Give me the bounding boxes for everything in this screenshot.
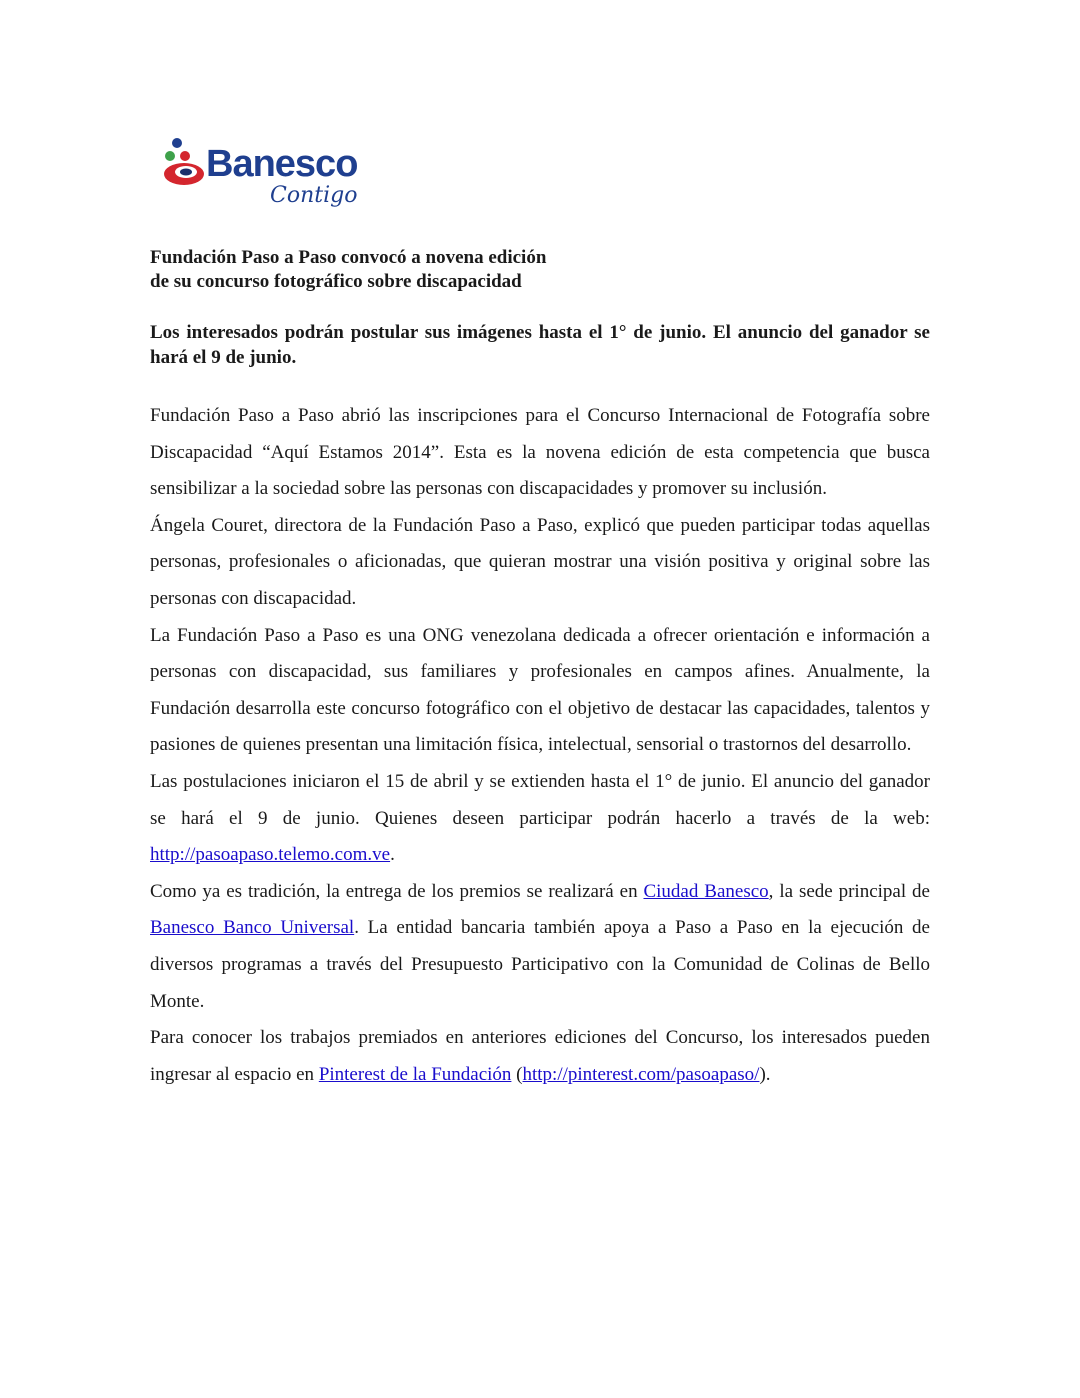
pinterest-fundacion-link[interactable]: Pinterest de la Fundación — [318, 1063, 512, 1085]
paragraph-1: Fundación Paso a Paso abrió las inscripciones para el Concurso Internacional de Fotografía sobre Discapacidad “Aquí Estamos 2014”. Esta es la novena edición de esta competencia que busca sensibilizar a la sociedad sobre las personas con discapacidades y promover su inclusión. — [150, 405, 930, 500]
headline — [150, 246, 930, 294]
subheadline: Los interesados podrán postular sus imágenes hasta el 1° de junio. El anuncio del ganador se hará el 9 de junio. — [150, 322, 930, 368]
paragraph-4-end: . — [390, 844, 395, 866]
paragraph-5-text-1: Como ya es tradición, la entrega de los premios se realizará en — [150, 880, 644, 902]
paragraph-6-text-2: ( — [511, 1063, 523, 1085]
paragraph-4 — [150, 764, 930, 874]
headline-line-1: Fundación Paso a Paso convocó a novena edición — [150, 247, 547, 268]
banesco-banco-universal-link[interactable]: Banesco Banco Universal — [150, 917, 355, 939]
ciudad-banesco-link[interactable]: Ciudad Banesco — [643, 880, 769, 902]
paragraph-4-text: Las postulaciones iniciaron el 15 de abril y se extienden hasta el 1° de junio. El anuncio del ganador se hará el 9 de junio. Quienes deseen participar podrán hacerlo a través de la web: — [150, 770, 930, 829]
svg-text:Contigo: Contigo — [270, 183, 358, 208]
paragraph-3: La Fundación Paso a Paso es una ONG venezolana dedicada a ofrecer orientación e información a personas con discapacidad, sus familiares y profesionales en campos afines. Anualmente, la Fundación desarrolla este concurso fotográfico con el objetivo de destacar las capacidades, talentos y pasiones de quienes presentan una limitación física, intelectual, sensorial o trastornos del desarrollo. — [150, 624, 930, 756]
article-body — [150, 398, 930, 1093]
paragraph-2: Ángela Couret, directora de la Fundación Paso a Paso, explicó que pueden participar todas aquellas personas, profesionales o aficionadas, que quieran mostrar una visión positiva y original sobre las personas con discapacidad. — [150, 514, 930, 609]
paragraph-5-text-2: , la sede principal de — [768, 880, 930, 902]
paragraph-6 — [150, 1020, 930, 1093]
banesco-logo — [162, 132, 392, 220]
headline-line-2: de su concurso fotográfico sobre discapacidad — [150, 271, 522, 292]
pinterest-url-link[interactable]: http://pinterest.com/pasoapaso/ — [522, 1063, 760, 1085]
paragraph-6-text-3: ). — [759, 1063, 771, 1085]
svg-text:Banesco: Banesco — [206, 143, 358, 185]
paragraph-5 — [150, 874, 930, 1020]
paragraph-5-text-3: . La entidad bancaria también apoya a Paso a Paso en la ejecución de diversos programas a través del Presupuesto Participativo con la Comunidad de Colinas de Bello Monte. — [150, 917, 930, 1012]
pasoapaso-web-link[interactable]: http://pasoapaso.telemo.com.ve — [150, 844, 391, 866]
paragraph-6-text-1: Para conocer los trabajos premiados en anteriores ediciones del Concurso, los interesados pueden ingresar al espacio en — [150, 1027, 930, 1085]
